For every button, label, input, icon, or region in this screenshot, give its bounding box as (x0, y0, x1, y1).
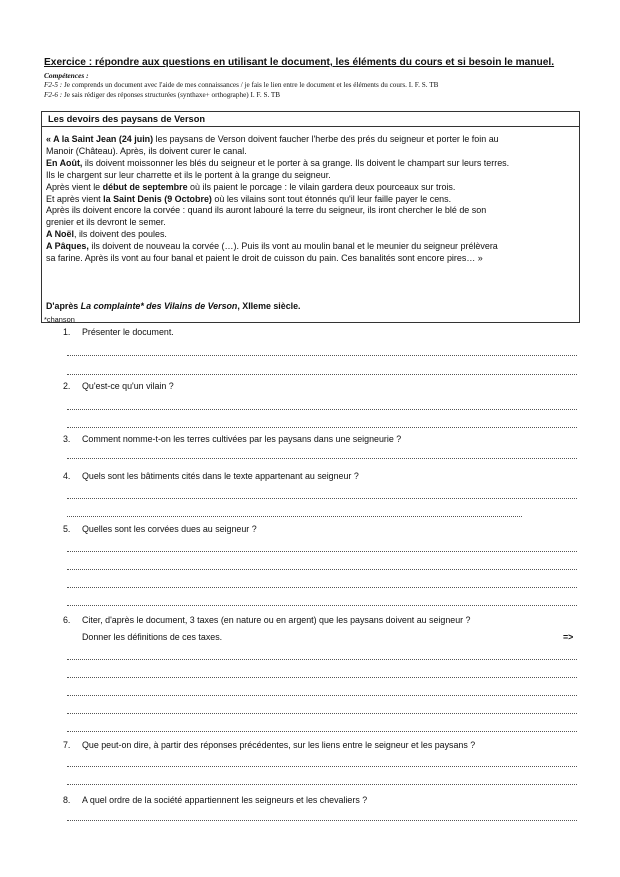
answer-line[interactable] (67, 659, 577, 661)
emphasized-text: « A la Saint Jean (24 juin) (46, 134, 154, 144)
question-2 (63, 381, 174, 391)
question-number: 1. (63, 327, 71, 337)
question-3 (63, 434, 401, 444)
text-segment: grenier et ils devront le semer. (46, 217, 166, 228)
document-line (46, 253, 576, 265)
document-line (46, 146, 576, 158)
answer-line[interactable] (67, 498, 577, 500)
source-prefix: D'après (46, 301, 81, 311)
answer-line[interactable] (67, 713, 577, 715)
question-number: 6. (63, 615, 71, 625)
text-segment: ils doivent de nouveau la corvée (…). Puis ils vont au moulin banal et le meunier du seigneur prélèvera (88, 241, 498, 252)
emphasized-text: A Pâques, (46, 241, 89, 252)
emphasized-text: A Noël (46, 229, 74, 240)
question-text: Comment nomme-t-on les terres cultivées par les paysans dans une seigneurie ? (82, 434, 402, 444)
question-7 (63, 740, 475, 750)
competence-f2-6 (44, 91, 280, 99)
question-text: Présenter le document. (82, 327, 174, 337)
answer-line[interactable] (67, 695, 577, 697)
question-text: Quelles sont les corvées dues au seigneur ? (82, 524, 257, 534)
question-8 (63, 795, 367, 805)
competence-f2-5 (44, 81, 438, 89)
text-segment: Après ils doivent encore la corvée : quand ils auront labouré la terre du seigneur, ils iront chercher le blé de son (46, 205, 487, 216)
question-6-followup: Donner les définitions de ces taxes. (82, 632, 223, 642)
competence-code: F2-5 : (44, 81, 63, 89)
answer-line[interactable] (67, 458, 577, 460)
text-segment: ils doivent moissonner les blés du seigneur et le porter à sa grange. Ils doivent le champart sur leurs terres. (82, 157, 510, 168)
answer-line[interactable] (67, 516, 522, 518)
question-6 (63, 615, 471, 625)
question-text: Qu'est-ce qu'un vilain ? (82, 381, 174, 391)
answer-line[interactable] (67, 766, 577, 768)
question-number: 5. (63, 524, 71, 534)
question-text: Que peut-on dire, à partir des réponses précédentes, sur les liens entre le seigneur et les paysans ? (82, 740, 476, 750)
answer-line[interactable] (67, 569, 577, 571)
document-line (46, 217, 576, 229)
answer-line[interactable] (67, 731, 577, 733)
question-text: Citer, d'après le document, 3 taxes (en nature ou en argent) que les paysans doivent au seigneur ? (82, 615, 471, 625)
answer-line[interactable] (67, 677, 577, 679)
competence-code: F2-6 : (44, 91, 63, 99)
answer-line[interactable] (67, 551, 577, 553)
document-source (46, 301, 301, 311)
exercise-instructions: Exercice : répondre aux questions en utilisant le document, les éléments du cours et si besoin le manuel. (44, 57, 555, 68)
question-number: 4. (63, 471, 71, 481)
answer-line[interactable] (67, 587, 577, 589)
answer-line[interactable] (67, 374, 577, 376)
text-segment: Après vient le (46, 181, 103, 192)
emphasized-text: En Août, (46, 157, 83, 168)
question-number: 8. (63, 795, 71, 805)
answer-line[interactable] (67, 784, 577, 786)
answer-line[interactable] (67, 427, 577, 429)
document-title: Les devoirs des paysans de Verson (48, 114, 206, 124)
text-segment: , ils doivent des poules. (73, 229, 167, 240)
question-1 (63, 327, 174, 337)
document-line (46, 205, 576, 217)
emphasized-text: début de septembre (102, 181, 188, 192)
answer-line[interactable] (67, 409, 577, 411)
text-segment: sa farine. Après ils vont au four banal et paient le droit de cuisson du pain. Ces banalités sont encore pires… » (46, 253, 483, 264)
answer-line[interactable] (67, 355, 577, 357)
text-segment: où les vilains sont tout étonnés qu'il leur faille payer le cens. (211, 193, 452, 204)
text-segment: Manoir (Château). Après, ils doivent curer le canal. (46, 145, 247, 156)
document-line (46, 170, 576, 182)
document-box (41, 111, 580, 323)
answer-line[interactable] (67, 820, 577, 822)
answer-line[interactable] (67, 605, 577, 607)
document-text (46, 134, 576, 265)
document-line (46, 134, 576, 146)
question-number: 3. (63, 434, 71, 444)
footnote: *chanson (44, 315, 75, 324)
question-5 (63, 524, 257, 534)
emphasized-text: la Saint Denis (9 Octobre) (103, 193, 212, 204)
text-segment: Ils le chargent sur leur charrette et ils le portent à la grange du seigneur. (46, 169, 331, 180)
source-suffix: , XIIeme siècle. (237, 301, 301, 311)
document-line (46, 158, 576, 170)
text-segment: où ils paient le porcage : le vilain gardera deux pourceaux sur trois. (187, 181, 456, 192)
question-4 (63, 471, 359, 481)
text-segment: les paysans de Verson doivent faucher l'herbe des prés du seigneur et porter le foin au (153, 134, 499, 144)
question-number: 2. (63, 381, 71, 391)
document-line (46, 229, 576, 241)
question-number: 7. (63, 740, 71, 750)
source-title: La complainte* des Vilains de Verson (80, 301, 238, 311)
arrow-marker: => (563, 632, 574, 642)
question-text: A quel ordre de la société appartiennent les seigneurs et les chevaliers ? (82, 795, 368, 805)
document-title-divider (42, 126, 579, 127)
document-line (46, 182, 576, 194)
competences-title: Compétences : (44, 71, 89, 80)
text-segment: Et après vient (46, 193, 104, 204)
competence-text: Je sais rédiger des réponses structurées (synthaxe+ orthographe) I. F. S. TB (62, 91, 281, 99)
document-line (46, 194, 576, 206)
document-line (46, 241, 576, 253)
question-text: Quels sont les bâtiments cités dans le texte appartenant au seigneur ? (82, 471, 359, 481)
competence-text: Je comprends un document avec l'aide de mes connaissances / je fais le lien entre le document et les éléments du cours. I. F. S. TB (62, 81, 439, 89)
